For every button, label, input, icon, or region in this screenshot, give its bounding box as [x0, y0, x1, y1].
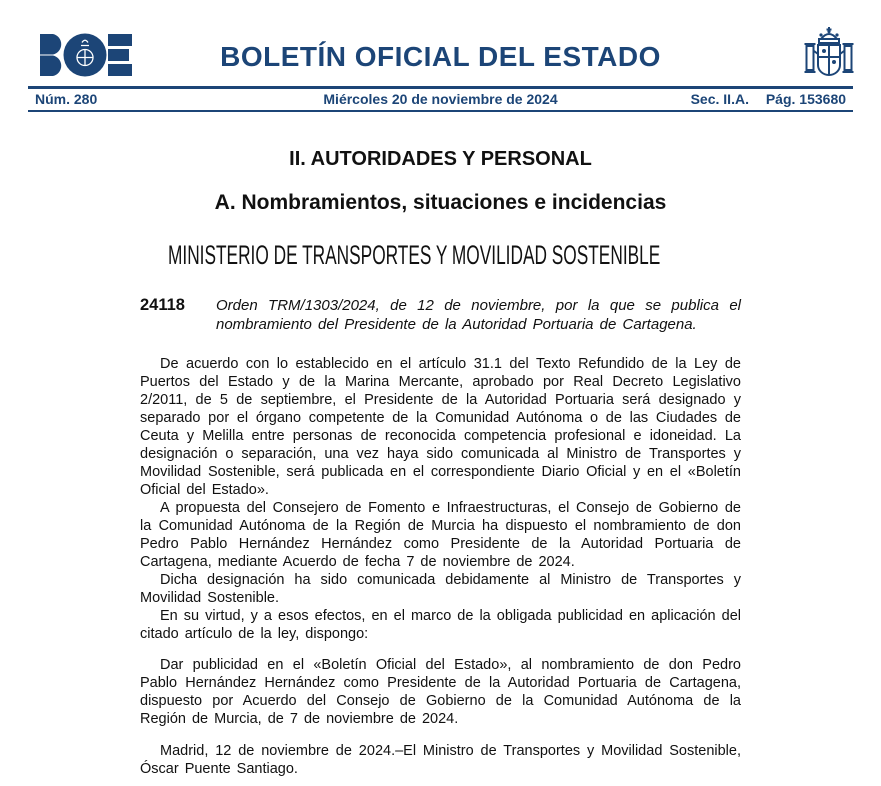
subsection-heading: A. Nombramientos, situaciones e incidencias	[214, 191, 667, 214]
announcement-number: 24118	[140, 296, 185, 314]
paragraph-2: A propuesta del Consejero de Fomento e Infraestructuras, el Consejo de Gobierno de la Comunidad Autónoma de la Región de Murcia ha dispuesto el nombramiento de don Pedro Pablo Hernández Hernández como Presidente de la Autoridad Portuaria de Cartagena, mediante Acuerdo de fecha 7 de noviembre de 2024.	[140, 500, 741, 570]
document-body	[140, 138, 741, 778]
announcement-title: Orden TRM/1303/2024, de 12 de noviembre, por la que se publica el nombramiento del Presidente de la Autoridad Portuaria de Cartagena.	[216, 297, 741, 333]
masthead-rule-top	[28, 86, 853, 89]
ministry-heading	[140, 240, 741, 270]
paragraph-3: Dicha designación ha sido comunicada debidamente al Ministro de Transportes y Movilidad Sostenible.	[140, 572, 741, 606]
masthead-rule-bottom	[28, 110, 853, 112]
section-page-refs	[558, 91, 846, 107]
section-heading: II. AUTORIDADES Y PERSONAL	[289, 148, 592, 170]
paragraph-5: Dar publicidad en el «Boletín Oficial del Estado», al nombramiento de don Pedro Pablo Hernández Hernández como Presidente de la Autoridad Portuaria de Cartagena, dispuesto por Acuerdo del Consejo de Gobierno de la Comunidad Autónoma de la Región de Murcia, de 7 de noviembre de 2024.	[140, 657, 741, 727]
announcement-header	[140, 296, 741, 334]
gazette-title: BOLETÍN OFICIAL DEL ESTADO	[220, 41, 661, 72]
paragraph-signature: Madrid, 12 de noviembre de 2024.–El Ministro de Transportes y Movilidad Sostenible, Óscar Puente Santiago.	[140, 743, 741, 777]
issue-number: Núm. 280	[35, 91, 98, 107]
page-ref: Pág. 153680	[765, 91, 847, 107]
issue-date: Miércoles 20 de noviembre de 2024	[323, 91, 558, 107]
section-ref: Sec. II.A.	[690, 91, 749, 107]
ministry-heading-text: MINISTERIO DE TRANSPORTES Y MOVILIDAD SOSTENIBLE	[168, 240, 661, 270]
paragraph-1: De acuerdo con lo establecido en el artículo 31.1 del Texto Refundido de la Ley de Puertos del Estado y de la Marina Mercante, aprobado por Real Decreto Legislativo 2/2011, de 5 de septiembre, el Presidente de la Autoridad Portuaria será designado y separado por el órgano competente de la Comunidad Autónoma o de las Ciudades de Ceuta y Melilla entre personas de reconocida competencia profesional e idoneidad. La designación o separación, una vez haya sido comunicada al Ministro de Transportes y Movilidad Sostenible, será publicada en el correspondiente Diario Oficial y en el «Boletín Oficial del Estado».	[140, 356, 741, 498]
spain-coat-of-arms-icon	[803, 24, 855, 84]
paragraph-4: En su virtud, y a esos efectos, en el marco de la obligada publicidad en aplicación del citado artículo de la ley, dispongo:	[140, 608, 741, 642]
masthead-info-bar	[28, 91, 853, 107]
